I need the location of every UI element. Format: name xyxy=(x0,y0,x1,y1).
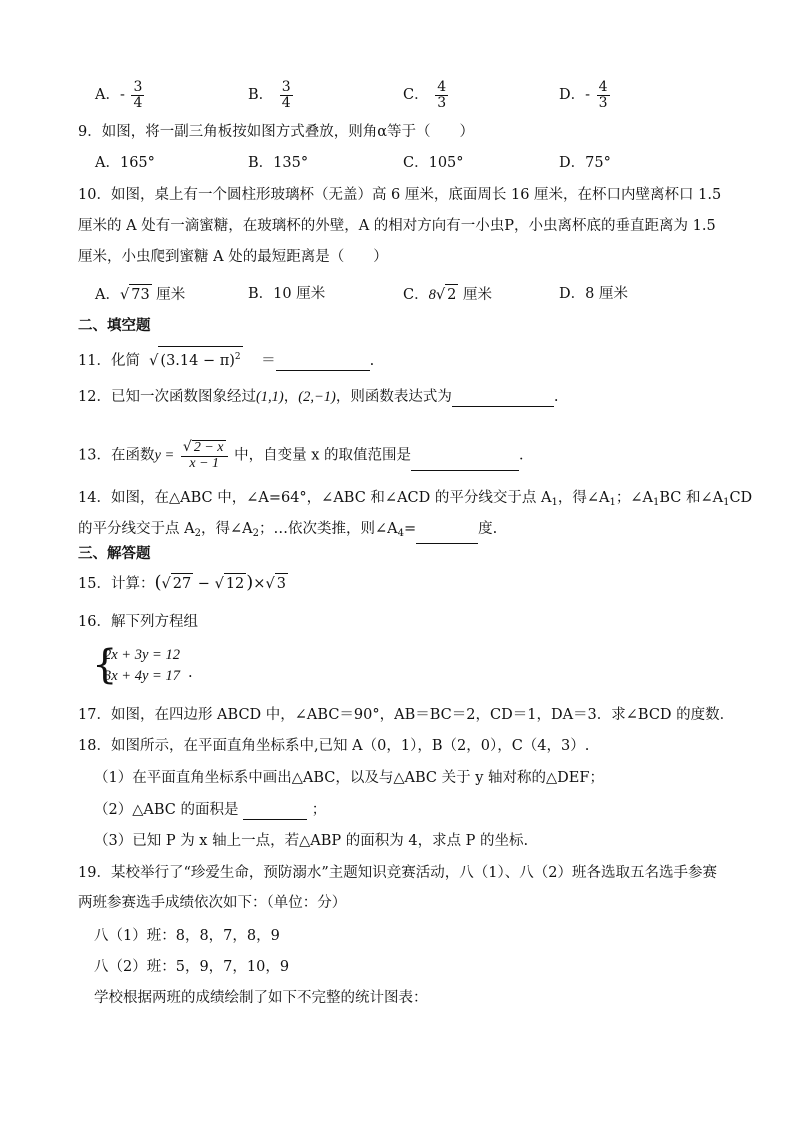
q10-option-a: A．√ 73 厘米 xyxy=(95,284,185,305)
q10-option-b: B．10 厘米 xyxy=(248,286,326,302)
q10-stem-line1: 10．如图，桌上有一个圆柱形玻璃杯（无盖）高 6 厘米，底面周长 16 厘米，在杯口内壁离杯口 1.5 xyxy=(78,187,722,203)
q14-line2: 的平分线交于点 $A_2$，得$\angle A_2$；…依次类推，则$\angle A_4=$ 度. xyxy=(78,519,497,544)
q11-answer-blank xyxy=(276,354,370,371)
q19-stem-line1: 19．某校举行了“珍爱生命，预防溺水”主题知识竞赛活动，八（1）、八（2）班各选取五名选手参赛 xyxy=(78,865,717,881)
q18-part2: （2）△ABC 的面积是 ； xyxy=(94,802,327,818)
q18-part1: （1）在平面直角坐标系中画出△ABC，以及与△ABC 关于 y 轴对称的△DEF； xyxy=(94,770,604,786)
q19-stem-line2: 两班参赛选手成绩依次如下：（单位：分） xyxy=(78,895,347,911)
q18-answer-blank xyxy=(243,803,307,820)
q14-answer-blank xyxy=(416,527,478,544)
q10-option-d: D．8 厘米 xyxy=(559,286,628,302)
q19-class1-scores: 八（1）班：8，8，7，8，9 xyxy=(94,928,280,944)
q8-option-b: B． $\frac{3}{4}$ xyxy=(248,79,291,111)
q17-stem: 17．如图，在四边形 ABCD 中，∠ABC＝90°，AB＝BC＝2，CD＝1，DA＝3．求∠BCD 的度数． xyxy=(78,707,735,723)
q9-option-b: B．135° xyxy=(248,155,309,171)
q8-option-a: A．- $\frac{3}{4}$ xyxy=(95,79,143,111)
q8-option-d: D．- $\frac{4}{3}$ xyxy=(559,79,608,111)
q12: 12．已知一次函数图象经过(1,1)，(2,−1)，则函数表达式为 . xyxy=(78,389,559,405)
q11: 11．化简 √ $(3.14 - \pi)^2$ ＝ . xyxy=(78,346,374,371)
q19-class2-scores: 八（2）班：5，9，7，10，9 xyxy=(94,959,290,975)
q12-answer-blank xyxy=(452,390,554,407)
q16-stem: 16．解下列方程组 xyxy=(78,614,198,630)
q14-line1: 14．如图，在△ABC 中，∠A=64°，∠ABC 和∠ACD 的平分线交于点 $A_1$，得$\angle A_1$；$\angle A_1BC$ 和$\angle A_1CD$ xyxy=(78,490,753,508)
q10-stem-line3: 厘米，小虫爬到蜜糖 A 处的最短距离是（ ） xyxy=(78,249,388,265)
q19-stem-line3: 学校根据两班的成绩绘制了如下不完整的统计图表： xyxy=(94,990,428,1006)
section-fill-in: 二、填空题 xyxy=(78,318,151,334)
q9-option-c: C．105° xyxy=(403,155,464,171)
left-brace-icon: { xyxy=(92,642,118,688)
q10-stem-line2: 厘米的 A 处有一滴蜜糖，在玻璃杯的外壁，A 的相对方向有一小虫P，小虫离杯底的垂直距离为 1.5 xyxy=(78,218,716,234)
q13: 13．在函数y = $\frac{√ 2 - x}{x - 1}$ 中，自变量 x 的取值范围是 ． xyxy=(78,439,534,471)
q8-option-c: C． $\frac{4}{3}$ xyxy=(403,79,447,111)
q13-answer-blank xyxy=(411,454,519,471)
q9-stem: 9．如图，将一副三角板按如图方式叠放，则角α等于（ ） xyxy=(78,124,475,140)
q16-equation-2: 3x + 4y = 17 xyxy=(104,668,180,684)
q9-option-a: A．165° xyxy=(95,155,155,171)
q18-stem: 18．如图所示，在平面直角坐标系中,已知 A（0，1），B（2，0），C（4，3）. xyxy=(78,738,590,754)
section-solve: 三、解答题 xyxy=(78,546,151,562)
q16-equation-system: { 2x + 3y = 12 3x + 4y = 17 . xyxy=(92,642,193,688)
q15: 15．计算：(√ 27 − √ 12 )×√ 3 xyxy=(78,572,286,593)
q9-option-d: D．75° xyxy=(559,155,611,171)
q10-option-c: C．8√ 2 厘米 xyxy=(403,284,492,305)
q18-part3: （3）已知 P 为 x 轴上一点，若△ABP 的面积为 4，求点 P 的坐标. xyxy=(94,833,529,849)
q16-equation-1: 2x + 3y = 12 xyxy=(104,647,180,663)
